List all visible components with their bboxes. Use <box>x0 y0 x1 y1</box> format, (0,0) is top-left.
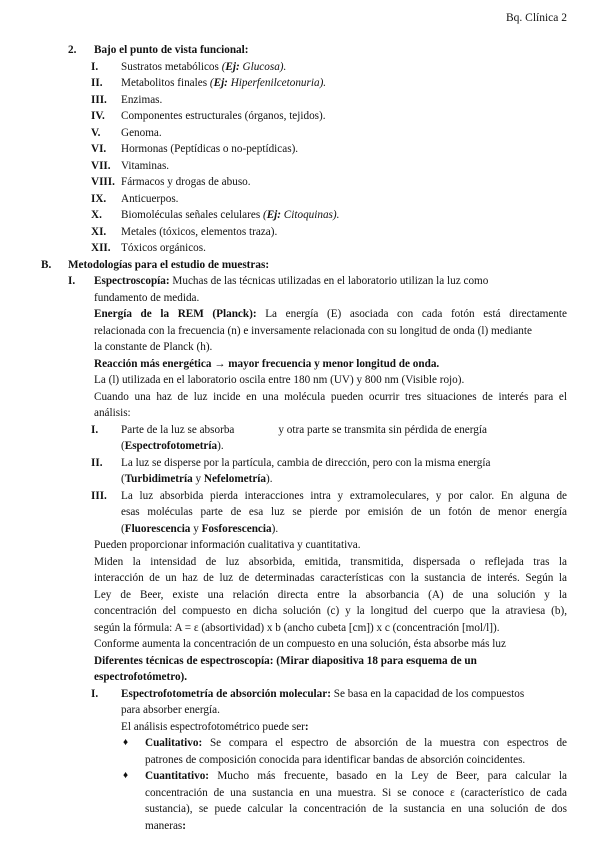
item-text: Anticuerpos. <box>121 192 179 205</box>
section-b-heading <box>0 257 600 274</box>
paragraph-line: Energía de la REM (Planck): La energía (E) asociada con cada fotón está directamente <box>94 308 567 320</box>
bullet-item <box>0 768 600 785</box>
list-item <box>0 686 600 703</box>
spectroscopy-line <box>0 273 600 290</box>
item-text: La luz se disperse por la partícula, cambia de dirección, pero con la misma energía <box>121 456 491 469</box>
highlight-line: Reacción más energética → mayor frecuencia y menor longitud de onda. <box>94 357 440 370</box>
item-number: II. <box>91 77 103 89</box>
list-item <box>0 108 600 125</box>
paragraph-line: interacción de un haz de luz de determinadas características con la sustancia de interés. Según la <box>94 572 567 584</box>
section-title: Bajo el punto de vista funcional: <box>94 44 249 56</box>
item-number: I. <box>91 60 99 73</box>
item-number: III. <box>91 489 107 502</box>
paragraph-line: relacionada con la frecuencia (n) e inversamente relacionada con su longitud de onda (l) mediante <box>94 324 532 337</box>
item-number: I. <box>91 687 99 700</box>
item-text: Vitaminas. <box>121 159 170 172</box>
item-number: IX. <box>91 192 107 205</box>
item-text: Biomoléculas señales celulares (Ej: Citoquinas). <box>121 209 340 221</box>
item-text: (Espectrofotometría). <box>121 440 224 452</box>
paragraph-line: la constante de Planck (h). <box>94 341 213 353</box>
list-item <box>0 191 600 208</box>
item-text: Sustratos metabólicos (Ej: Glucosa). <box>121 60 287 73</box>
item-text: Componentes estructurales (órganos, tejidos). <box>121 110 326 122</box>
item-number: V. <box>91 126 101 139</box>
paragraph-line: según la fórmula: A = ε (absortividad) x b (ancho cubeta [cm]) x c (concentración [mol/l]). <box>94 621 500 634</box>
section-number: B. <box>41 258 52 271</box>
item-text: (Fluorescencia y Fosforescencia). <box>121 522 279 535</box>
list-item <box>0 224 600 241</box>
paragraph-line: Conforme aumenta la concentración de un compuesto en una solución, ésta absorbe más luz <box>94 638 506 650</box>
item-number: I. <box>91 423 99 436</box>
item-number: X. <box>91 209 102 221</box>
item-number: III. <box>91 93 107 106</box>
item-number: VI. <box>91 143 107 155</box>
item-text: Tóxicos orgánicos. <box>121 242 206 254</box>
item-number: IV. <box>91 110 105 122</box>
list-item <box>0 75 600 92</box>
highlight-line: espectrofotómetro). <box>94 671 188 683</box>
list-item <box>0 158 600 175</box>
item-text: patrones de composición conocida para identificar bandas de absorción coincidentes. <box>145 753 526 766</box>
item-text: esas moléculas parte de esa luz se pierde por emisión de un fotón de menor energía <box>121 506 567 518</box>
paragraph-line: fundamento de medida. <box>94 291 200 304</box>
item-text: Metales (tóxicos, elementos traza). <box>121 225 278 238</box>
paragraph-line: Ley de Beer, existe una relación directa entre la absorbancia (A) de una solución y la <box>94 588 567 601</box>
section-title: Metodologías para el estudio de muestras: <box>68 258 270 271</box>
item-number: XII. <box>91 242 111 254</box>
item-number: VIII. <box>91 176 115 188</box>
item-text: Cuantitativo: Mucho más frecuente, basado en la Ley de Beer, para calcular la <box>145 770 567 782</box>
diamond-bullet-icon: ♦ <box>123 770 129 781</box>
paragraph-line: Pueden proporcionar información cualitativa y cuantitativa. <box>94 539 361 551</box>
item-text: concentración de una sustancia en una muestra. Si se conoce ε (característico de cada <box>145 786 567 799</box>
paragraph-line: análisis: <box>94 407 131 419</box>
list-item <box>0 455 600 472</box>
document-body <box>0 42 600 834</box>
item-text: Parte de la luz se absorba y otra parte se transmita sin pérdida de energía <box>121 423 487 436</box>
list-item <box>0 488 600 505</box>
item-text: sustancia), se puede calcular la concentración de la sustancia en una solución de dos <box>145 803 567 815</box>
item-text: Cualitativo: Se compara el espectro de absorción de la muestra con espectros de <box>145 737 567 749</box>
paragraph-line: concentración del compuesto en dicha solución (c) y la longitud del cuerpo que la atraviesa (b), <box>94 605 567 617</box>
item-number: I. <box>68 275 76 287</box>
item-number: II. <box>91 456 103 469</box>
item-text: Hormonas (Peptídicas o no-peptídicas). <box>121 143 299 155</box>
paragraph-line: Miden la intensidad de luz absorbida, emitida, transmitida, dispersada o reflejada tras la <box>94 555 567 568</box>
list-item <box>0 92 600 109</box>
item-text: maneras: <box>145 819 187 832</box>
item-text: Enzimas. <box>121 93 163 106</box>
paragraph-line: Cuando una haz de luz incide en una molécula pueden ocurrir tres situaciones de interés para el <box>94 390 567 403</box>
highlight-line: Diferentes técnicas de espectroscopía: (Mirar diapositiva 18 para esquema de un <box>94 654 477 667</box>
item-text: Genoma. <box>121 126 162 139</box>
item-text: Metabolitos finales (Ej: Hiperfenilcetonuria). <box>121 77 327 89</box>
section-number: 2. <box>68 44 77 56</box>
section-2-heading <box>0 42 600 59</box>
paragraph-line: Espectroscopía: Muchas de las técnicas utilizadas en el laboratorio utilizan la luz como <box>94 275 489 287</box>
list-item <box>0 174 600 191</box>
list-item <box>0 125 600 142</box>
page-header: Bq. Clínica 2 <box>505 12 567 24</box>
paragraph-line: El análisis espectrofotométrico puede ser: <box>121 720 309 733</box>
list-item <box>0 422 600 439</box>
list-item <box>0 240 600 257</box>
item-text: Espectrofotometría de absorción molecular: Se basa en la capacidad de los compuestos <box>121 687 525 700</box>
diamond-bullet-icon: ♦ <box>123 737 129 748</box>
list-item <box>0 59 600 76</box>
item-text: Fármacos y drogas de abuso. <box>121 176 251 188</box>
paragraph-line: La (l) utilizada en el laboratorio oscila entre 180 nm (UV) y 800 nm (Visible rojo). <box>94 374 465 386</box>
list-item <box>0 141 600 158</box>
paragraph-line: para absorber energía. <box>121 704 220 716</box>
item-number: XI. <box>91 225 107 238</box>
item-text: (Turbidimetría y Nefelometría). <box>121 473 273 485</box>
list-item <box>0 207 600 224</box>
item-text: La luz absorbida pierda interacciones intra y extramoleculares, y por calor. En alguna de <box>121 489 567 502</box>
bullet-item <box>0 735 600 752</box>
item-number: VII. <box>91 159 111 172</box>
